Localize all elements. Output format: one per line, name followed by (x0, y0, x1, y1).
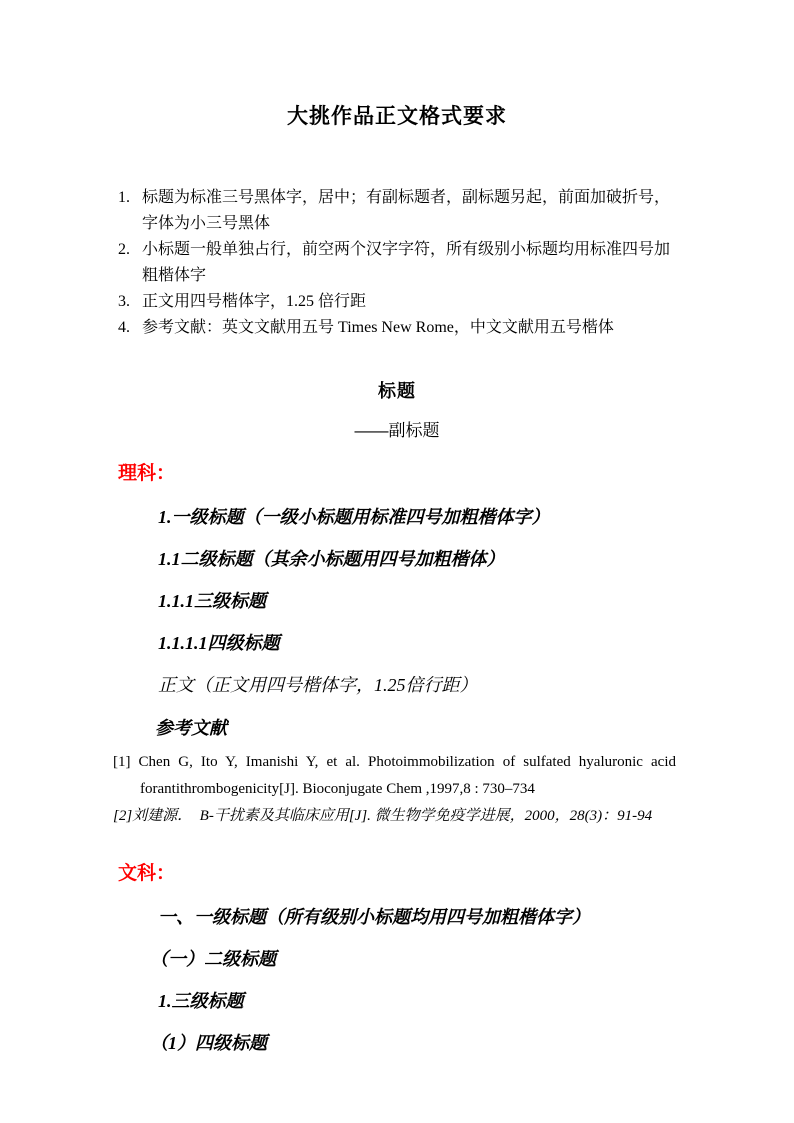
references-list (113, 749, 676, 830)
requirement-number: 3. (118, 293, 130, 310)
liberal-heading-level-1: 一、一级标题（所有级别小标题均用四号加粗楷体字） (158, 907, 590, 927)
requirement-number: 1. (118, 189, 130, 206)
requirement-text: 正文用四号楷体字，1.25 倍行距 (142, 293, 367, 310)
requirement-item-1 (118, 185, 676, 237)
science-section-label: 理科： (118, 463, 176, 484)
requirement-text: 标题为标准三号黑体字，居中；有副标题者，副标题另起，前面加破折号，字体为小三号黑体 (142, 189, 671, 232)
requirement-text: 小标题一般单独占行，前空两个汉字字符，所有级别小标题均用标准四号加粗楷体字 (142, 241, 671, 284)
requirement-text: 参考文献：英文文献用五号 Times New Rome，中文文献用五号楷体 (142, 319, 614, 336)
reference-item-2: [2]刘建源． B-干扰素及其临床应用[J]. 微生物学免疫学进展，2000，28(3)：91-94 (113, 808, 653, 824)
liberal-heading-level-2: （一）二级标题 (150, 949, 276, 969)
science-heading-level-1: 1.一级标题（一级小标题用标准四号加粗楷体字） (158, 507, 550, 527)
document-title: 大挑作品正文格式要求 (287, 105, 507, 128)
requirement-item-4 (118, 315, 676, 341)
liberal-heading-level-4: （1）四级标题 (150, 1033, 267, 1053)
references-heading: 参考文献 (155, 718, 227, 738)
requirement-number: 4. (118, 319, 130, 336)
requirement-number: 2. (118, 241, 130, 258)
science-body-text: 正文（正文用四号楷体字，1.25倍行距） (158, 675, 478, 695)
requirement-item-3 (118, 289, 676, 315)
science-heading-level-4: 1.1.1.1四级标题 (158, 633, 280, 653)
science-heading-level-2: 1.1二级标题（其余小标题用四号加粗楷体） (158, 549, 505, 569)
liberal-arts-section-label: 文科： (118, 863, 176, 884)
sample-title: 标题 (378, 381, 416, 401)
sample-subtitle: ——副标题 (354, 421, 440, 440)
liberal-heading-level-3: 1.三级标题 (158, 991, 244, 1011)
requirements-list (118, 185, 676, 341)
reference-item-1 (113, 749, 676, 803)
reference-1-line-1: [1] Chen G, Ito Y, Imanishi Y, et al. Photoimmobilization of sulfated hyaluronic acid (113, 754, 676, 770)
requirement-item-2 (118, 237, 676, 289)
reference-1-line-2: forantithrombogenicity[J]. Bioconjugate Chem ,1997,8 : 730–734 (140, 781, 535, 797)
science-heading-level-3: 1.1.1三级标题 (158, 591, 266, 611)
